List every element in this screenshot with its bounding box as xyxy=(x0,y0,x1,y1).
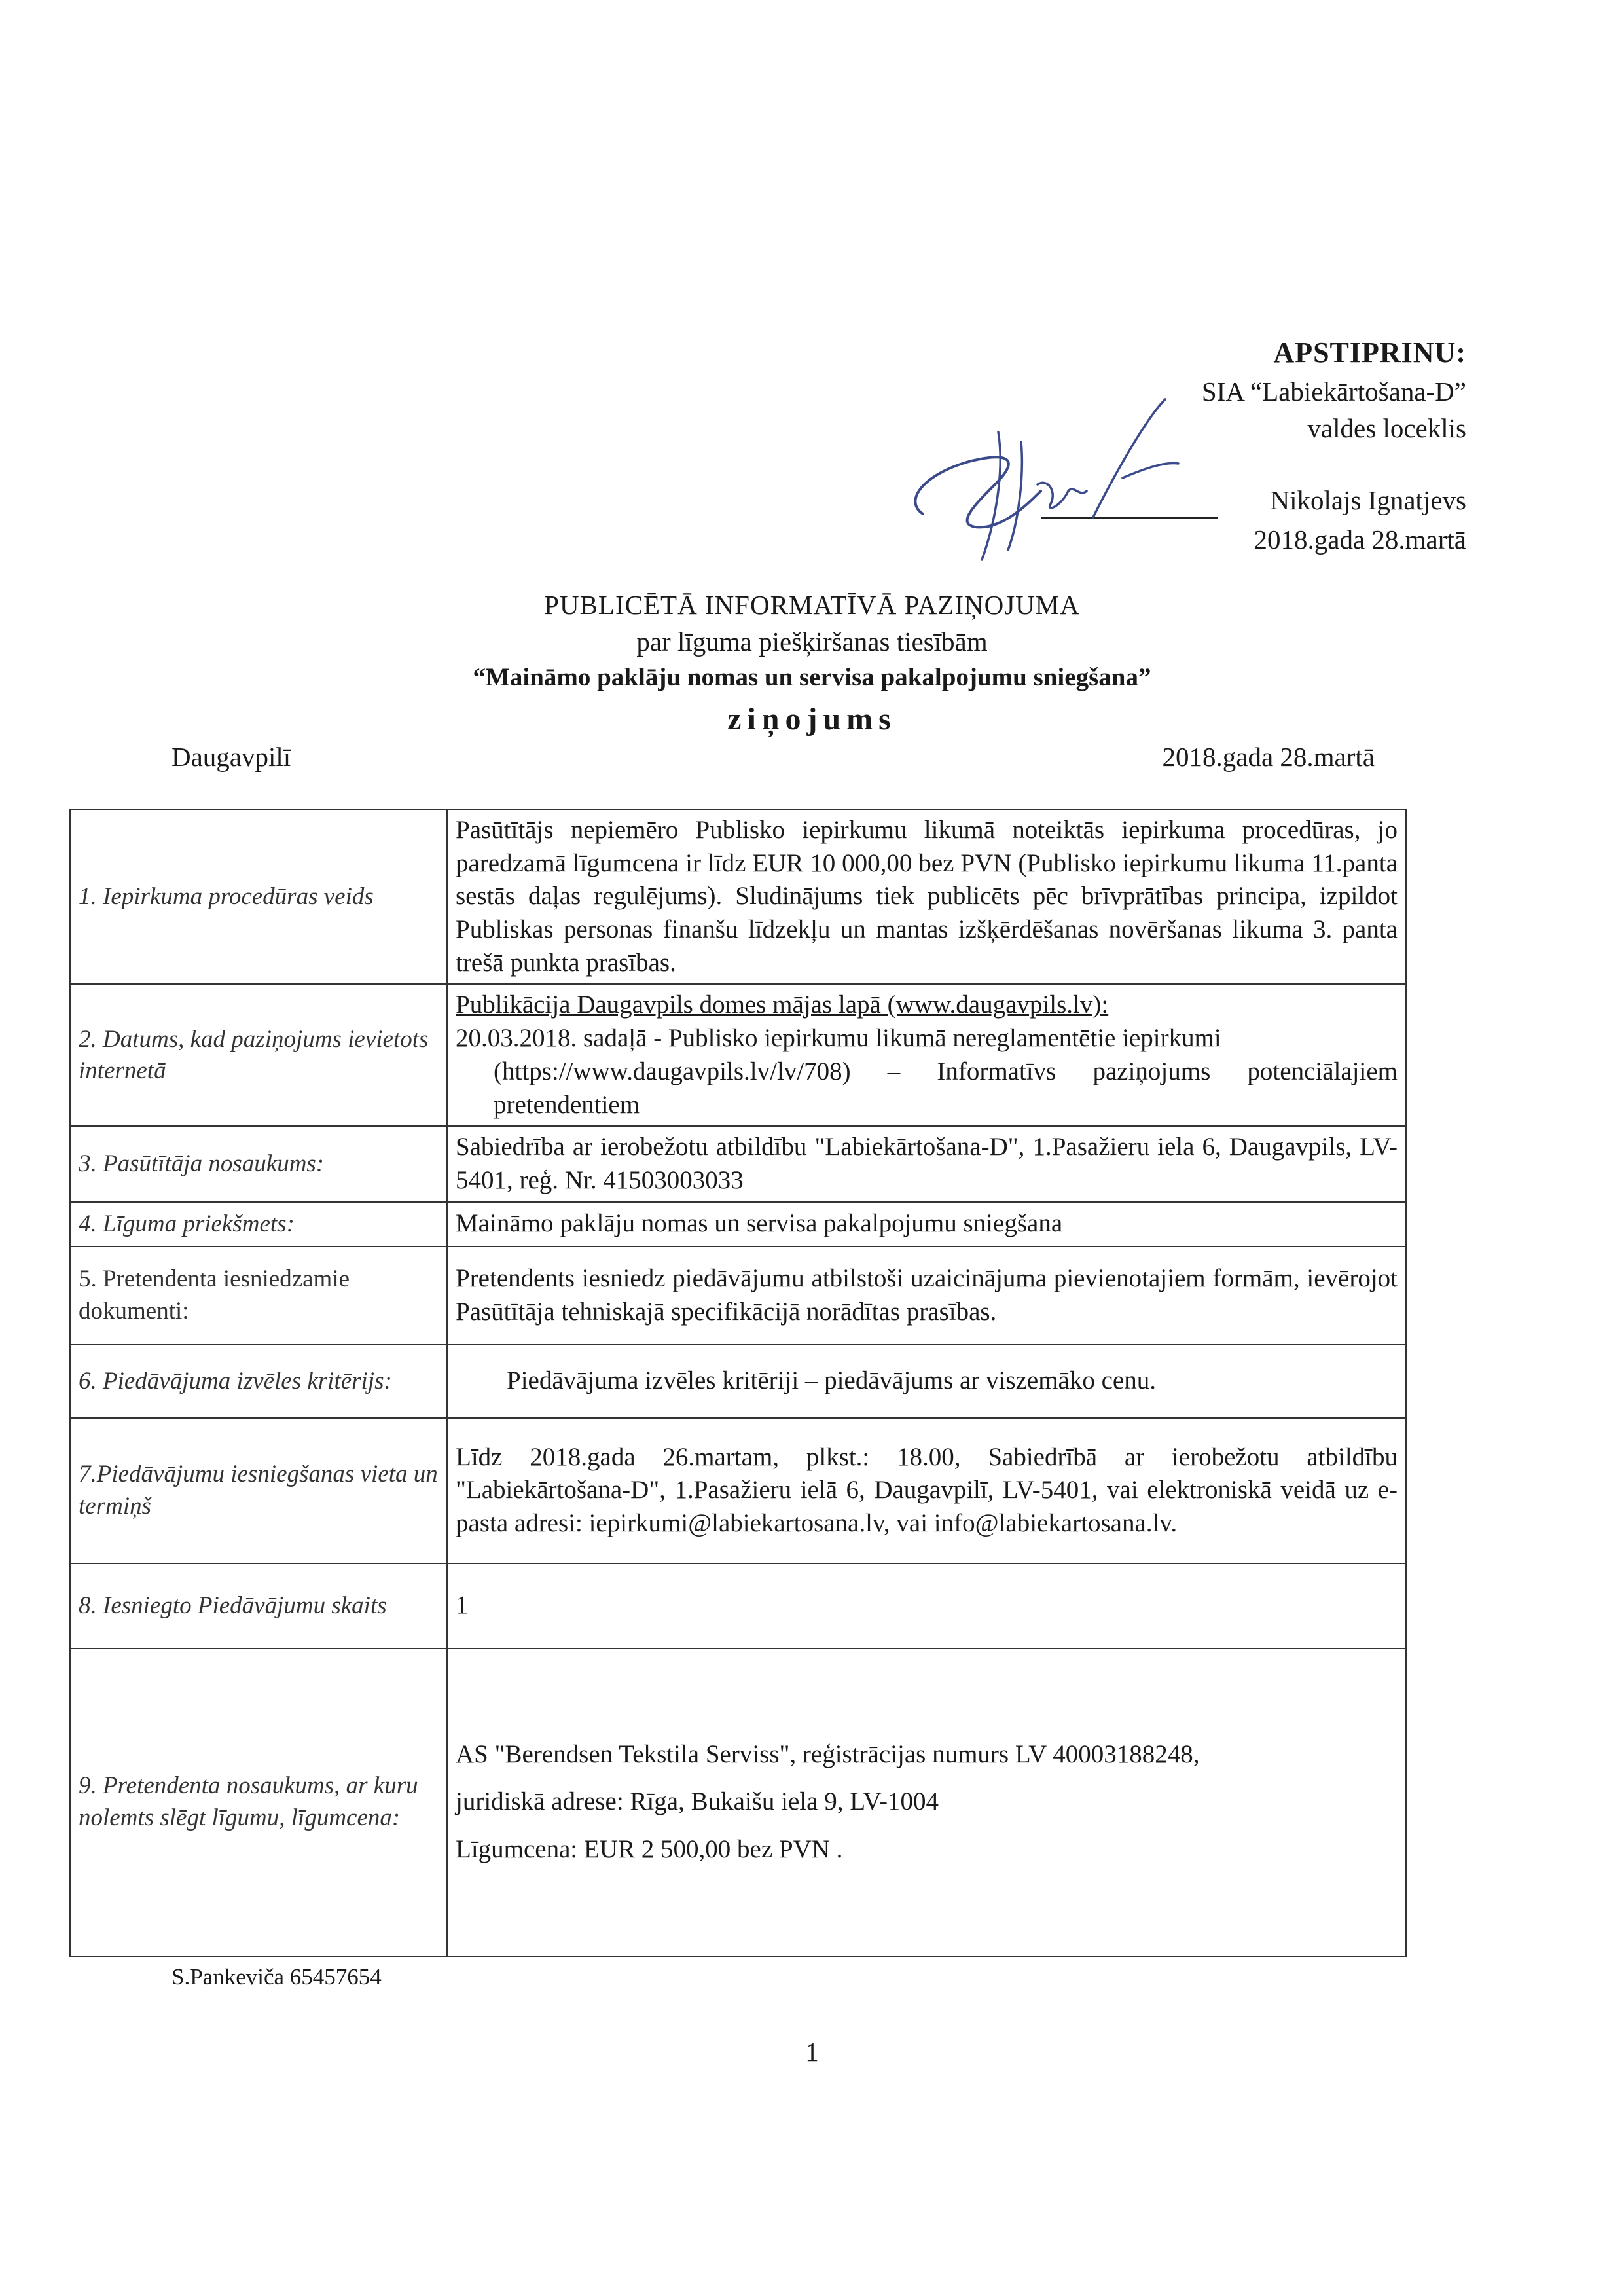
table-row xyxy=(70,1126,1406,1201)
approval-company: SIA “Labiekārtošana-D” xyxy=(1201,376,1466,407)
row-value xyxy=(447,1649,1406,1956)
row-label: 2. Datums, kad paziņojums ievietots internetā xyxy=(70,984,447,1126)
winner-address: juridiskā adrese: Rīga, Bukaišu iela 9, LV-1004 xyxy=(456,1787,939,1816)
winner-name: AS "Berendsen Tekstila Serviss", reģistrācijas numurs LV 40003188248, xyxy=(456,1740,1200,1768)
report-heading: ziņojums xyxy=(727,702,897,737)
table-row xyxy=(70,1649,1406,1956)
city: Daugavpilī xyxy=(171,742,291,772)
table-row xyxy=(70,809,1406,984)
row-value: 1 xyxy=(447,1563,1406,1649)
row-value: Pretendents iesniedz piedāvājumu atbilstoši uzaicinājuma pievienotajiem formām, ievērojot Pasūtītāja tehniskajā specifikācijā norādītas prasības. xyxy=(447,1247,1406,1345)
approval-position: valdes loceklis xyxy=(1307,413,1466,443)
handwritten-signature xyxy=(897,393,1204,583)
publication-url[interactable]: (https://www.daugavpils.lv/lv/708) – Informatīvs paziņojums potenciālajiem pretendentiem xyxy=(494,1057,1398,1119)
row-label: 3. Pasūtītāja nosaukums: xyxy=(70,1126,447,1201)
row-label: 4. Līguma priekšmets: xyxy=(70,1202,447,1247)
publication-link[interactable]: Publikācija Daugavpils domes mājas lapā (www.daugavpils.lv): xyxy=(456,991,1109,1019)
row-label: 6. Piedāvājuma izvēles kritērijs: xyxy=(70,1345,447,1418)
table-row xyxy=(70,1247,1406,1345)
row-label: 9. Pretendenta nosaukums, ar kuru nolemts slēgt līgumu, līgumcena: xyxy=(70,1649,447,1956)
approval-title: APSTIPRINU: xyxy=(1273,337,1466,369)
row-label: 1. Iepirkuma procedūras veids xyxy=(70,809,447,984)
row-label: 7.Piedāvājumu iesniegšanas vieta un termiņš xyxy=(70,1418,447,1563)
table-row xyxy=(70,1345,1406,1418)
row-label: 8. Iesniegto Piedāvājumu skaits xyxy=(70,1563,447,1649)
document-title: PUBLICĒTĀ INFORMATĪVĀ PAZIŅOJUMA xyxy=(544,590,1080,620)
row-value: Sabiedrība ar ierobežotu atbildību "Labiekārtošana-D", 1.Pasažieru iela 6, Daugavpils, LV-5401, reģ. Nr. 41503003033 xyxy=(447,1126,1406,1201)
table-row xyxy=(70,1418,1406,1563)
approval-name: Nikolajs Ignatjevs xyxy=(1270,485,1466,515)
row-value: Maināmo paklāju nomas un servisa pakalpojumu sniegšana xyxy=(447,1202,1406,1247)
row-value: Līdz 2018.gada 26.martam, plkst.: 18.00, Sabiedrībā ar ierobežotu atbildību "Labiekārtošana-D", 1.Pasažieru ielā 6, Daugavpilī, LV-5401, vai elektroniskā veidā uz e-pasta adresi: iepirkumi@labiekartosana.lv, vai info@labiekartosana.lv. xyxy=(447,1418,1406,1563)
row-value: Pasūtītājs nepiemēro Publisko iepirkumu likumā noteiktās iepirkuma procedūras, jo paredzamā līgumcena ir līdz EUR 10 000,00 bez PVN (Publisko iepirkumu likuma 11.panta sestās daļas regulējums). Sludinājums tiek publicēts pēc brīvprātības principa, izpildot Publiskas personas finanšu līdzekļu un mantas izšķērdēšanas novēršanas likuma 3. panta trešā punkta prasības. xyxy=(447,809,1406,984)
document-subtitle: par līguma piešķiršanas tiesībām xyxy=(636,627,988,657)
publication-section: 20.03.2018. sadaļā - Publisko iepirkumu likumā nereglamentētie iepirkumi xyxy=(456,1024,1221,1053)
document-date: 2018.gada 28.martā xyxy=(1162,742,1375,772)
contact-info: S.Pankeviča 65457654 xyxy=(171,1964,382,1990)
procurement-name: “Maināmo paklāju nomas un servisa pakalpojumu sniegšana” xyxy=(473,663,1151,691)
row-value: Piedāvājuma izvēles kritēriji – piedāvājums ar viszemāko cenu. xyxy=(447,1345,1406,1418)
row-value xyxy=(447,984,1406,1126)
contract-price: Līgumcena: EUR 2 500,00 bez PVN . xyxy=(456,1834,843,1863)
row-label: 5. Pretendenta iesniedzamie dokumenti: xyxy=(70,1247,447,1345)
approval-date: 2018.gada 28.martā xyxy=(1254,524,1466,555)
info-table xyxy=(69,809,1407,1957)
page-number: 1 xyxy=(805,2037,819,2067)
table-row xyxy=(70,984,1406,1126)
table-row xyxy=(70,1563,1406,1649)
table-row xyxy=(70,1202,1406,1247)
